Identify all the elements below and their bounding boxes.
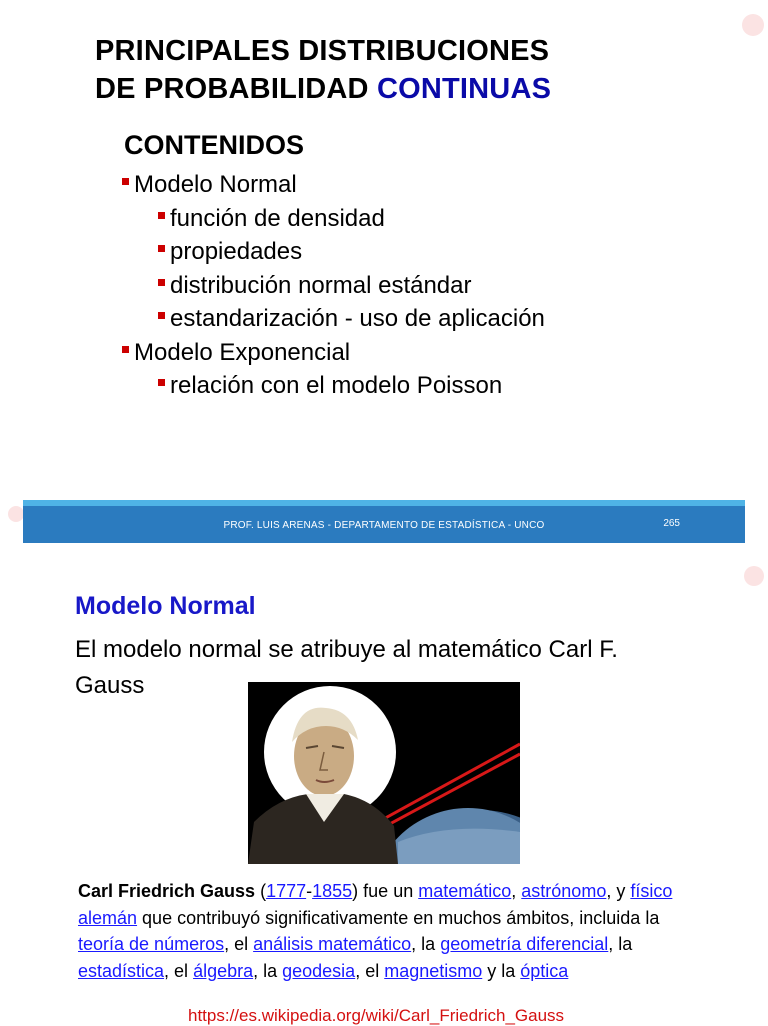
footer-text: PROF. LUIS ARENAS - DEPARTAMENTO DE ESTADÍSTICA - UNCO	[223, 520, 545, 531]
contents-list	[122, 168, 682, 403]
bullet-square-icon	[158, 379, 165, 386]
list-item: Modelo Exponencial	[122, 336, 682, 370]
title-line-2: DE PROBABILIDAD CONTINUAS	[95, 73, 552, 105]
list-item: estandarización - uso de aplicación	[122, 302, 682, 336]
link-fisico[interactable]: físico	[630, 881, 673, 901]
gauss-portrait-illustration	[248, 682, 520, 864]
decorative-circle	[744, 566, 764, 586]
bullet-square-icon	[158, 312, 165, 319]
link-analisis-matematico[interactable]: análisis matemático	[253, 934, 412, 954]
bullet-square-icon	[122, 346, 129, 353]
bullet-square-icon	[158, 212, 165, 219]
gauss-portrait	[248, 682, 520, 864]
link-1855[interactable]: 1855	[312, 881, 353, 901]
bullet-square-icon	[158, 279, 165, 286]
section-title: Modelo Normal	[75, 592, 256, 620]
bullet-square-icon	[158, 245, 165, 252]
decorative-circle	[742, 14, 764, 36]
link-matematico[interactable]: matemático	[418, 881, 512, 901]
bullet-square-icon	[122, 178, 129, 185]
source-url-link[interactable]: https://es.wikipedia.org/wiki/Carl_Friedrich_Gauss	[188, 1006, 565, 1025]
link-optica[interactable]: óptica	[520, 960, 569, 981]
link-geodesia[interactable]: geodesia	[282, 960, 356, 981]
intro-text: El modelo normal se atribuye al matemático Carl F. Gauss	[75, 636, 618, 699]
link-astronomo[interactable]: astrónomo	[521, 881, 607, 901]
link-aleman[interactable]: alemán	[78, 907, 138, 928]
bio-name: Carl Friedrich Gauss	[78, 881, 256, 901]
list-item: propiedades	[122, 235, 682, 269]
link-algebra[interactable]: álgebra	[193, 960, 254, 981]
title-accent: CONTINUAS	[376, 73, 552, 105]
link-1777[interactable]: 1777	[266, 881, 307, 901]
title-line-1: PRINCIPALES DISTRIBUCIONES	[95, 35, 550, 67]
page-number: 265	[663, 518, 680, 529]
link-teoria-de-numeros[interactable]: teoría de números	[78, 934, 225, 954]
link-estadistica[interactable]: estadística	[78, 960, 165, 981]
list-item: relación con el modelo Poisson	[122, 369, 682, 403]
list-item: distribución normal estándar	[122, 269, 682, 303]
contents-heading: CONTENIDOS	[124, 130, 305, 160]
slide-footer	[23, 500, 745, 543]
gauss-biography: Carl Friedrich Gauss (1777-1855) fue un matemático, astrónomo, y físico alemán que contribuyó significativamente en muchos ámbitos, incluida la teoría de números, el análisis matemático, la geometría diferencial, la estadística, el álgebra, la geodesia, el magnetismo y la óptica	[78, 881, 673, 981]
list-item: función de densidad	[122, 202, 682, 236]
slide-title	[95, 32, 735, 108]
decorative-circle	[8, 506, 24, 522]
link-magnetismo[interactable]: magnetismo	[384, 960, 483, 981]
link-geometria-diferencial[interactable]: geometría diferencial	[440, 934, 609, 954]
list-item: Modelo Normal	[122, 168, 682, 202]
